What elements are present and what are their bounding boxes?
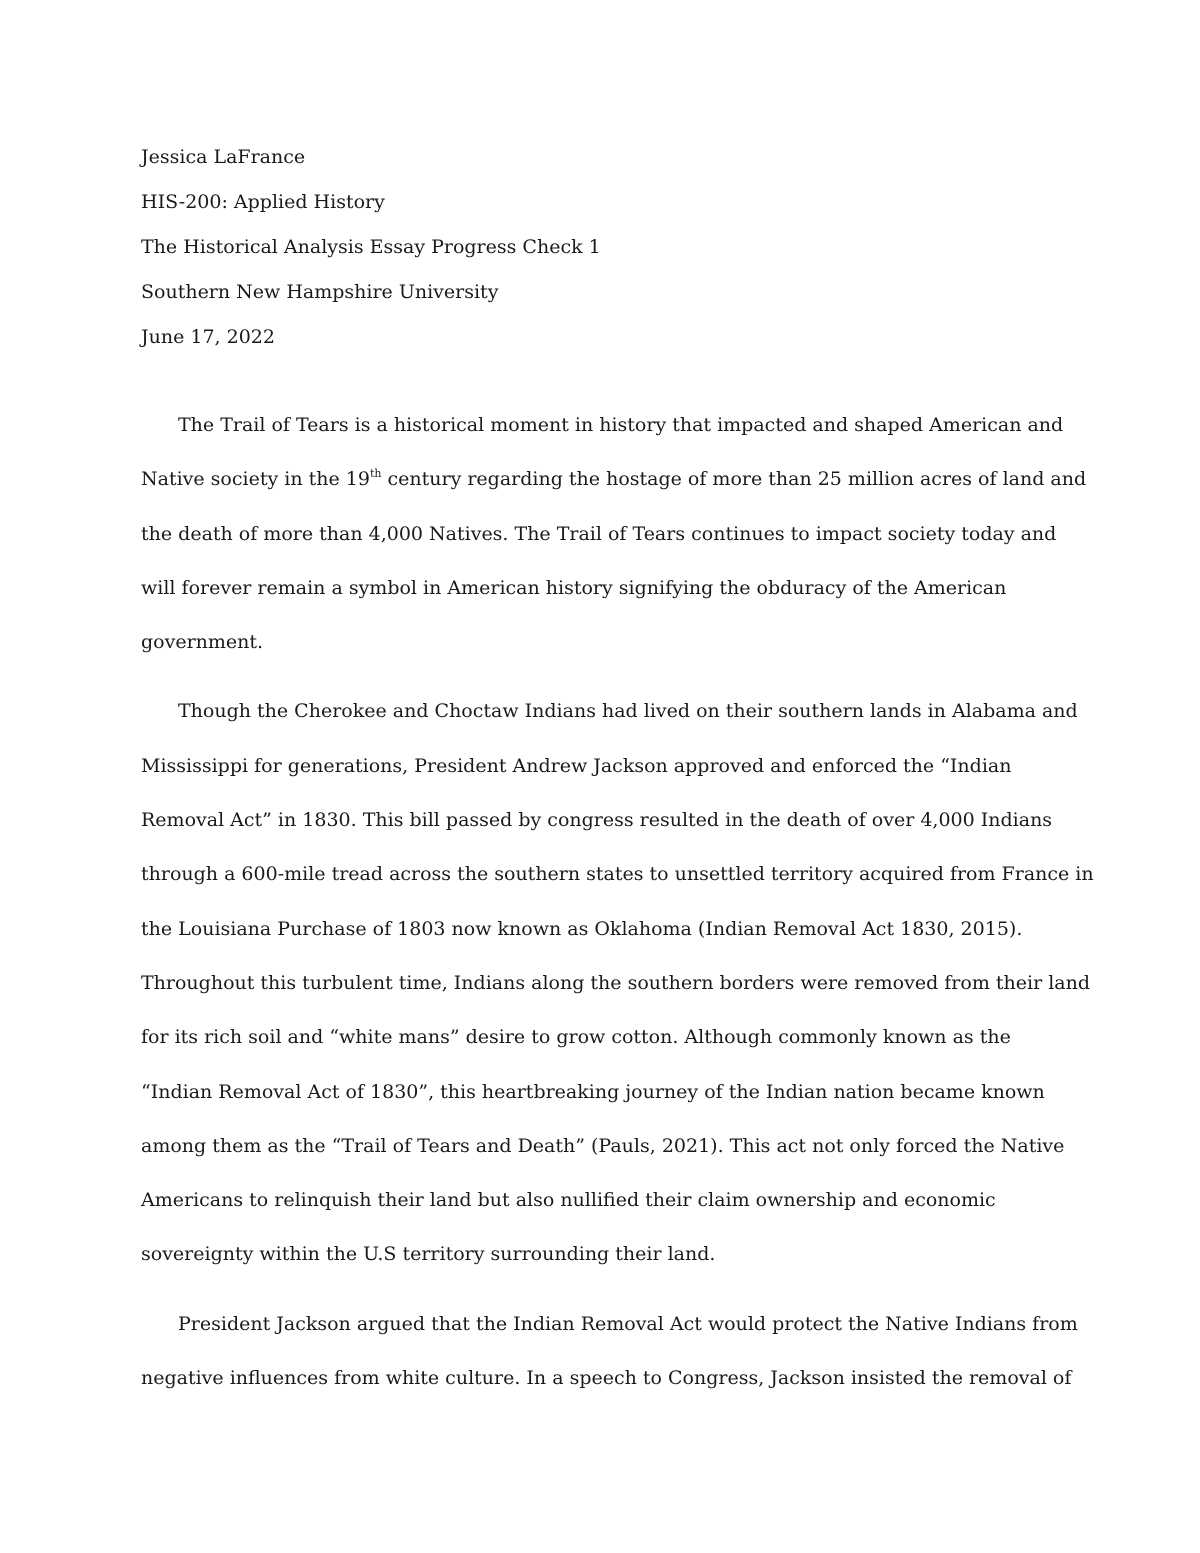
submission-date: June 17, 2022 (141, 326, 275, 348)
paragraph-line: sovereignty within the U.S territory surrounding their land. (141, 1243, 716, 1266)
paragraph-line (141, 459, 1087, 513)
paragraph-line: Removal Act” in 1830. This bill passed by congress resulted in the death of over 4,000 Indians (141, 809, 1053, 832)
paragraph-line: negative influences from white culture. In a speech to Congress, Jackson insisted the removal of (141, 1367, 1072, 1390)
paragraph-line: government. (141, 631, 264, 654)
line-text: century regarding the hostage of more than 25 million acres of land and (381, 468, 1087, 491)
paragraph-line: will forever remain a symbol in American history signifying the obduracy of the American (141, 576, 1007, 599)
assignment-title: The Historical Analysis Essay Progress Check 1 (141, 236, 601, 258)
paragraph-line: the Louisiana Purchase of 1803 now known as Oklahoma (Indian Removal Act 1830, 2015). (141, 917, 1023, 940)
paragraph-line: The Trail of Tears is a historical moment in history that impacted and shaped American and (178, 414, 1064, 436)
paragraph-line: President Jackson argued that the Indian Removal Act would protect the Native Indians from (178, 1312, 1078, 1335)
paragraph-spacer (141, 1289, 1061, 1304)
paragraph-line: Though the Cherokee and Choctaw Indians had lived on their southern lands in Alabama and (178, 700, 1078, 723)
paragraph-line: among them as the “Trail of Tears and Death” (Pauls, 2021). This act not only forced the Native (141, 1134, 1065, 1157)
paragraph-spacer (141, 676, 1061, 691)
institution-name: Southern New Hampshire University (141, 281, 499, 303)
paragraph-3 (141, 1304, 1078, 1413)
paragraph-line: the death of more than 4,000 Natives. The Trail of Tears continues to impact society today and (141, 522, 1057, 545)
author-name: Jessica LaFrance (141, 146, 306, 168)
course-name: HIS-200: Applied History (141, 191, 385, 213)
paragraph-line: for its rich soil and “white mans” desire to grow cotton. Although commonly known as the (141, 1026, 1011, 1049)
paragraph-2 (141, 691, 1094, 1288)
superscript-ordinal: th (369, 467, 382, 481)
header-block (141, 139, 1061, 364)
paragraph-line: through a 600-mile tread across the southern states to unsettled territory acquired from France in (141, 863, 1094, 886)
paragraph-line: Americans to relinquish their land but also nullified their claim ownership and economic (141, 1189, 996, 1212)
paragraph-1 (141, 405, 1087, 676)
essay-body (141, 405, 1094, 1412)
paragraph-line: Mississippi for generations, President Andrew Jackson approved and enforced the “Indian (141, 754, 1012, 777)
paragraph-line: Throughout this turbulent time, Indians along the southern borders were removed from their land (141, 971, 1090, 994)
paragraph-line: “Indian Removal Act of 1830”, this heartbreaking journey of the Indian nation became known (141, 1080, 1045, 1103)
line-text: Native society in the 19 (141, 468, 370, 491)
